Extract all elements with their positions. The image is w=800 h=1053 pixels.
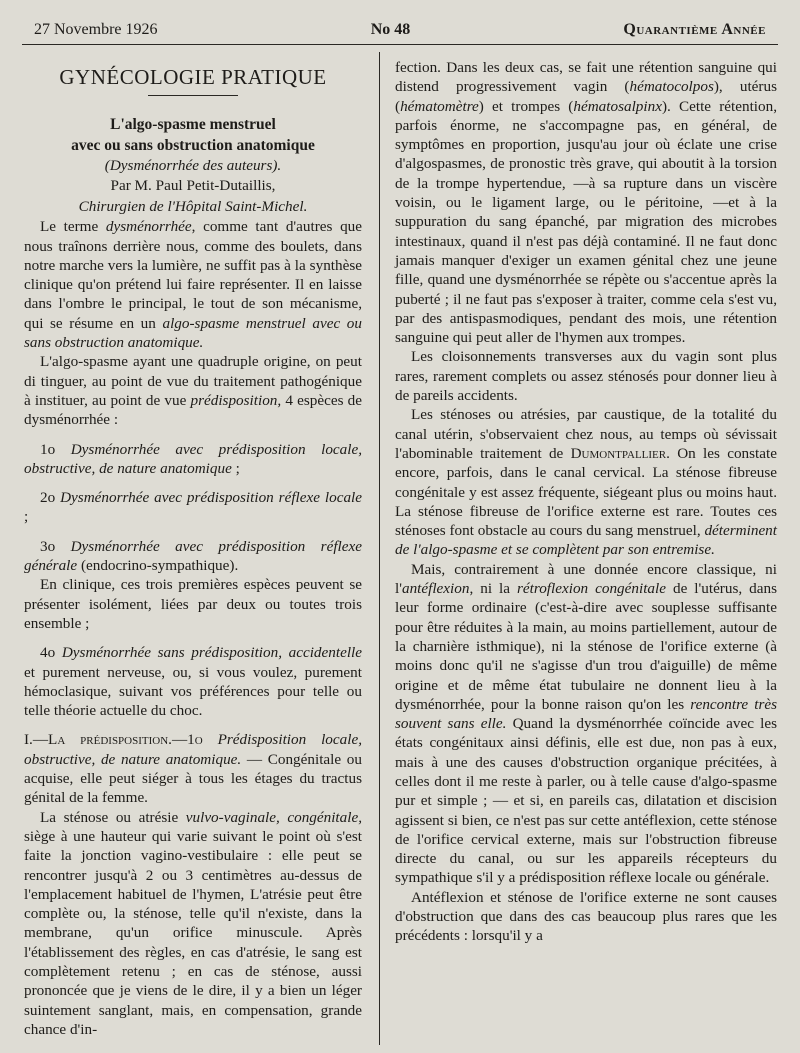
page-header (34, 18, 766, 42)
paragraph-anteflexion: Mais, contrairement à une donnée encore classique, ni l'antéflexion, ni la rétroflexion congénitale de l'utérus, dans leur forme ordinaire (c'est-à-dire avec souplesse suffisante pour être réduites à la main, au moins partiellement, autour de la charnière isthmique), ni la sténose de l'orifice externe (à moins donc qu'il ne s'agisse d'un trou d'aiguille) de même origine et de même état tubulaire ne donnent lieu à la dysménorrhée, pour la bonne raison qu'on les rencontre très souvent sans elle. Quand la dysménorrhée coïncide avec les états congénitaux ainsi définis, elle est due, non pas à eux, mais à une des causes d'obstruction organique précitées, à celles dont il me reste à parler, ou à telle cause d'algo-spasme pur et simple ; — et si, en pareils cas, dilatation et discision agissent si bien, ce n'est pas sur cette antéflexion, cette sténose de l'orifice cervical externe, mais sur l'obstruction fibreuse directe du canal, ou sur les appareils récepteurs du sympathique s'il y a prédisposition réflexe locale ou générale. (395, 560, 778, 887)
paragraph-clinic: En clinique, ces trois premières espèces peuvent se présenter isolément, liées par deux ou toutes trois ensemble ; (24, 576, 362, 632)
author-name: Par M. Paul Petit-Dutaillis, (110, 177, 276, 195)
paragraph-cloisonnements: Les cloisonnements transverses aux du vagin sont plus rares, rarement complets ou assez sténosés pour donner lieu à de pareils accidents. (395, 348, 777, 405)
list-item-2: 2o Dysménorrhée avec prédisposition réflexe locale ; (24, 489, 362, 526)
paragraph-retention: fection. Dans les deux cas, se fait une rétention sanguine qui distend progressivement vagin (hématocolpos), utérus (hématomètre) et trompes (hématosalpinx). Cette rétention, parfois énorme, ne s'accompagne pas, en général, de symptômes en proportion, jusqu'au jour où éclate une crise d'algospasmes, de pronostic très grave, qui aboutit à la torsion de la trompe hypertendue, —à sa rupture dans un viscère voisin, ou le ligament large, ou le péritoine, —et à la suppuration du sang épanché, par migration des microbes intestinaux, quand il n'est pas déjà contaminé. Il ne faut donc jamais manquer d'exiger un examen génital chez une jeune fille, quand une dysménorrhée se répète ou s'accentue après la puberté ; il ne faut pas s'exposer à traiter, comme cela s'est vu, par des antispasmodiques, pendant des mois, une rétention sanguine qui peut aller de l'hymen aux trompes. (395, 59, 777, 347)
column-divider (379, 52, 380, 1045)
paragraph-stenosis: La sténose ou atrésie vulvo-vaginale, congénitale, siège à une hauteur qui varie suivant le point où s'est faite la jonction vagino-vestibulaire : elle peut se rencontrer jusqu'à 2 ou 3 centimètres au-dessus de l'emplacement habituel de l'hymen, L'atrésie peut être complète ou, la sténose, telle qu'il n'existe, dans la membrane, qu'un orifice minuscule. Après l'établissement des règles, en cas d'atrésie, le sang est complètement retenu ; en cas de sténose, aussi prononcée que je viens de le dire, il y a bien un léger suintement sanglant, mais, en compensation, grande chance d'in- (24, 808, 363, 1038)
issue-date: 27 Novembre 1926 (34, 21, 158, 38)
right-column (395, 58, 777, 946)
list-item-4: 4o Dysménorrhée sans prédisposition, accidentelle et purement nerveuse, ou, si vous voulez, purement hémoclasique, suivant vos préférences pour telle ou telle théorie actuelle du choc. (24, 644, 362, 720)
list-item-1: 1o Dysménorrhée avec prédisposition locale, obstructive, de nature anatomique ; (24, 440, 362, 477)
header-rule (22, 44, 778, 45)
paragraph-stenoses: Les sténoses ou atrésies, par caustique, de la totalité du canal utérin, s'observaient chez nous, au temps où sévissait l'abominable traitement de Dumontpallier. On les constate encore, parfois, dans le canal cervical. La sténose fibreuse congénitale y est assez fréquente, siégeant plus ou moins haut. La sténose fibreuse de l'orifice externe est rare. Toutes ces sténoses font obstacle au cours du sang menstruel, déterminent de l'algo-spasme et se complètent par son entremise. (395, 406, 777, 559)
title-rule (148, 95, 238, 96)
list-item-3: 3o Dysménorrhée avec prédisposition réflexe générale (endocrino-sympathique). (24, 537, 362, 575)
publication-year: Quarantième Année (623, 21, 766, 38)
author-role: Chirurgien de l'Hôpital Saint-Michel. (78, 198, 308, 216)
article-title-line2: avec ou sans obstruction anatomique (71, 137, 315, 154)
paragraph-intro: Le terme dysménorrhée, comme tant d'autres que nous traînons derrière nous, comme des boulets, dans notre marche vers la lumière, ne suffit pas à la synthèse clinique qu'on prétend lui faire représenter. Il en laisse dans l'ombre le principal, le tout de son mécanisme, qui se résume en un algo-spasme menstruel avec ou sans obstruction anatomique. (24, 218, 362, 352)
article-title-line1: L'algo-spasme menstruel (110, 116, 276, 133)
paragraph-origins: L'algo-spasme ayant une quadruple origine, on peut di tinguer, au point de vue du traitement pathogénique à instituer, au point de vue prédisposition, 4 espèces de dysménorrhée : (24, 353, 362, 429)
article-subtitle: (Dysménorrhée des auteurs). (104, 157, 282, 174)
issue-number: No 48 (370, 21, 411, 38)
left-column (24, 58, 362, 1039)
section-1-heading: I.—La prédisposition.—1o Prédisposition locale, obstructive, de nature anatomique. — Congénitale ou acquise, elle peut siéger à tous les étages du tractus génital de la femme. (24, 731, 362, 807)
section-title: GYNÉCOLOGIE PRATIQUE (59, 65, 327, 89)
paragraph-conclusion: Antéflexion et sténose de l'orifice externe ne sont causes d'obstruction que dans des cas beaucoup plus rares que les précédents : lorsqu'il y a (395, 888, 777, 945)
